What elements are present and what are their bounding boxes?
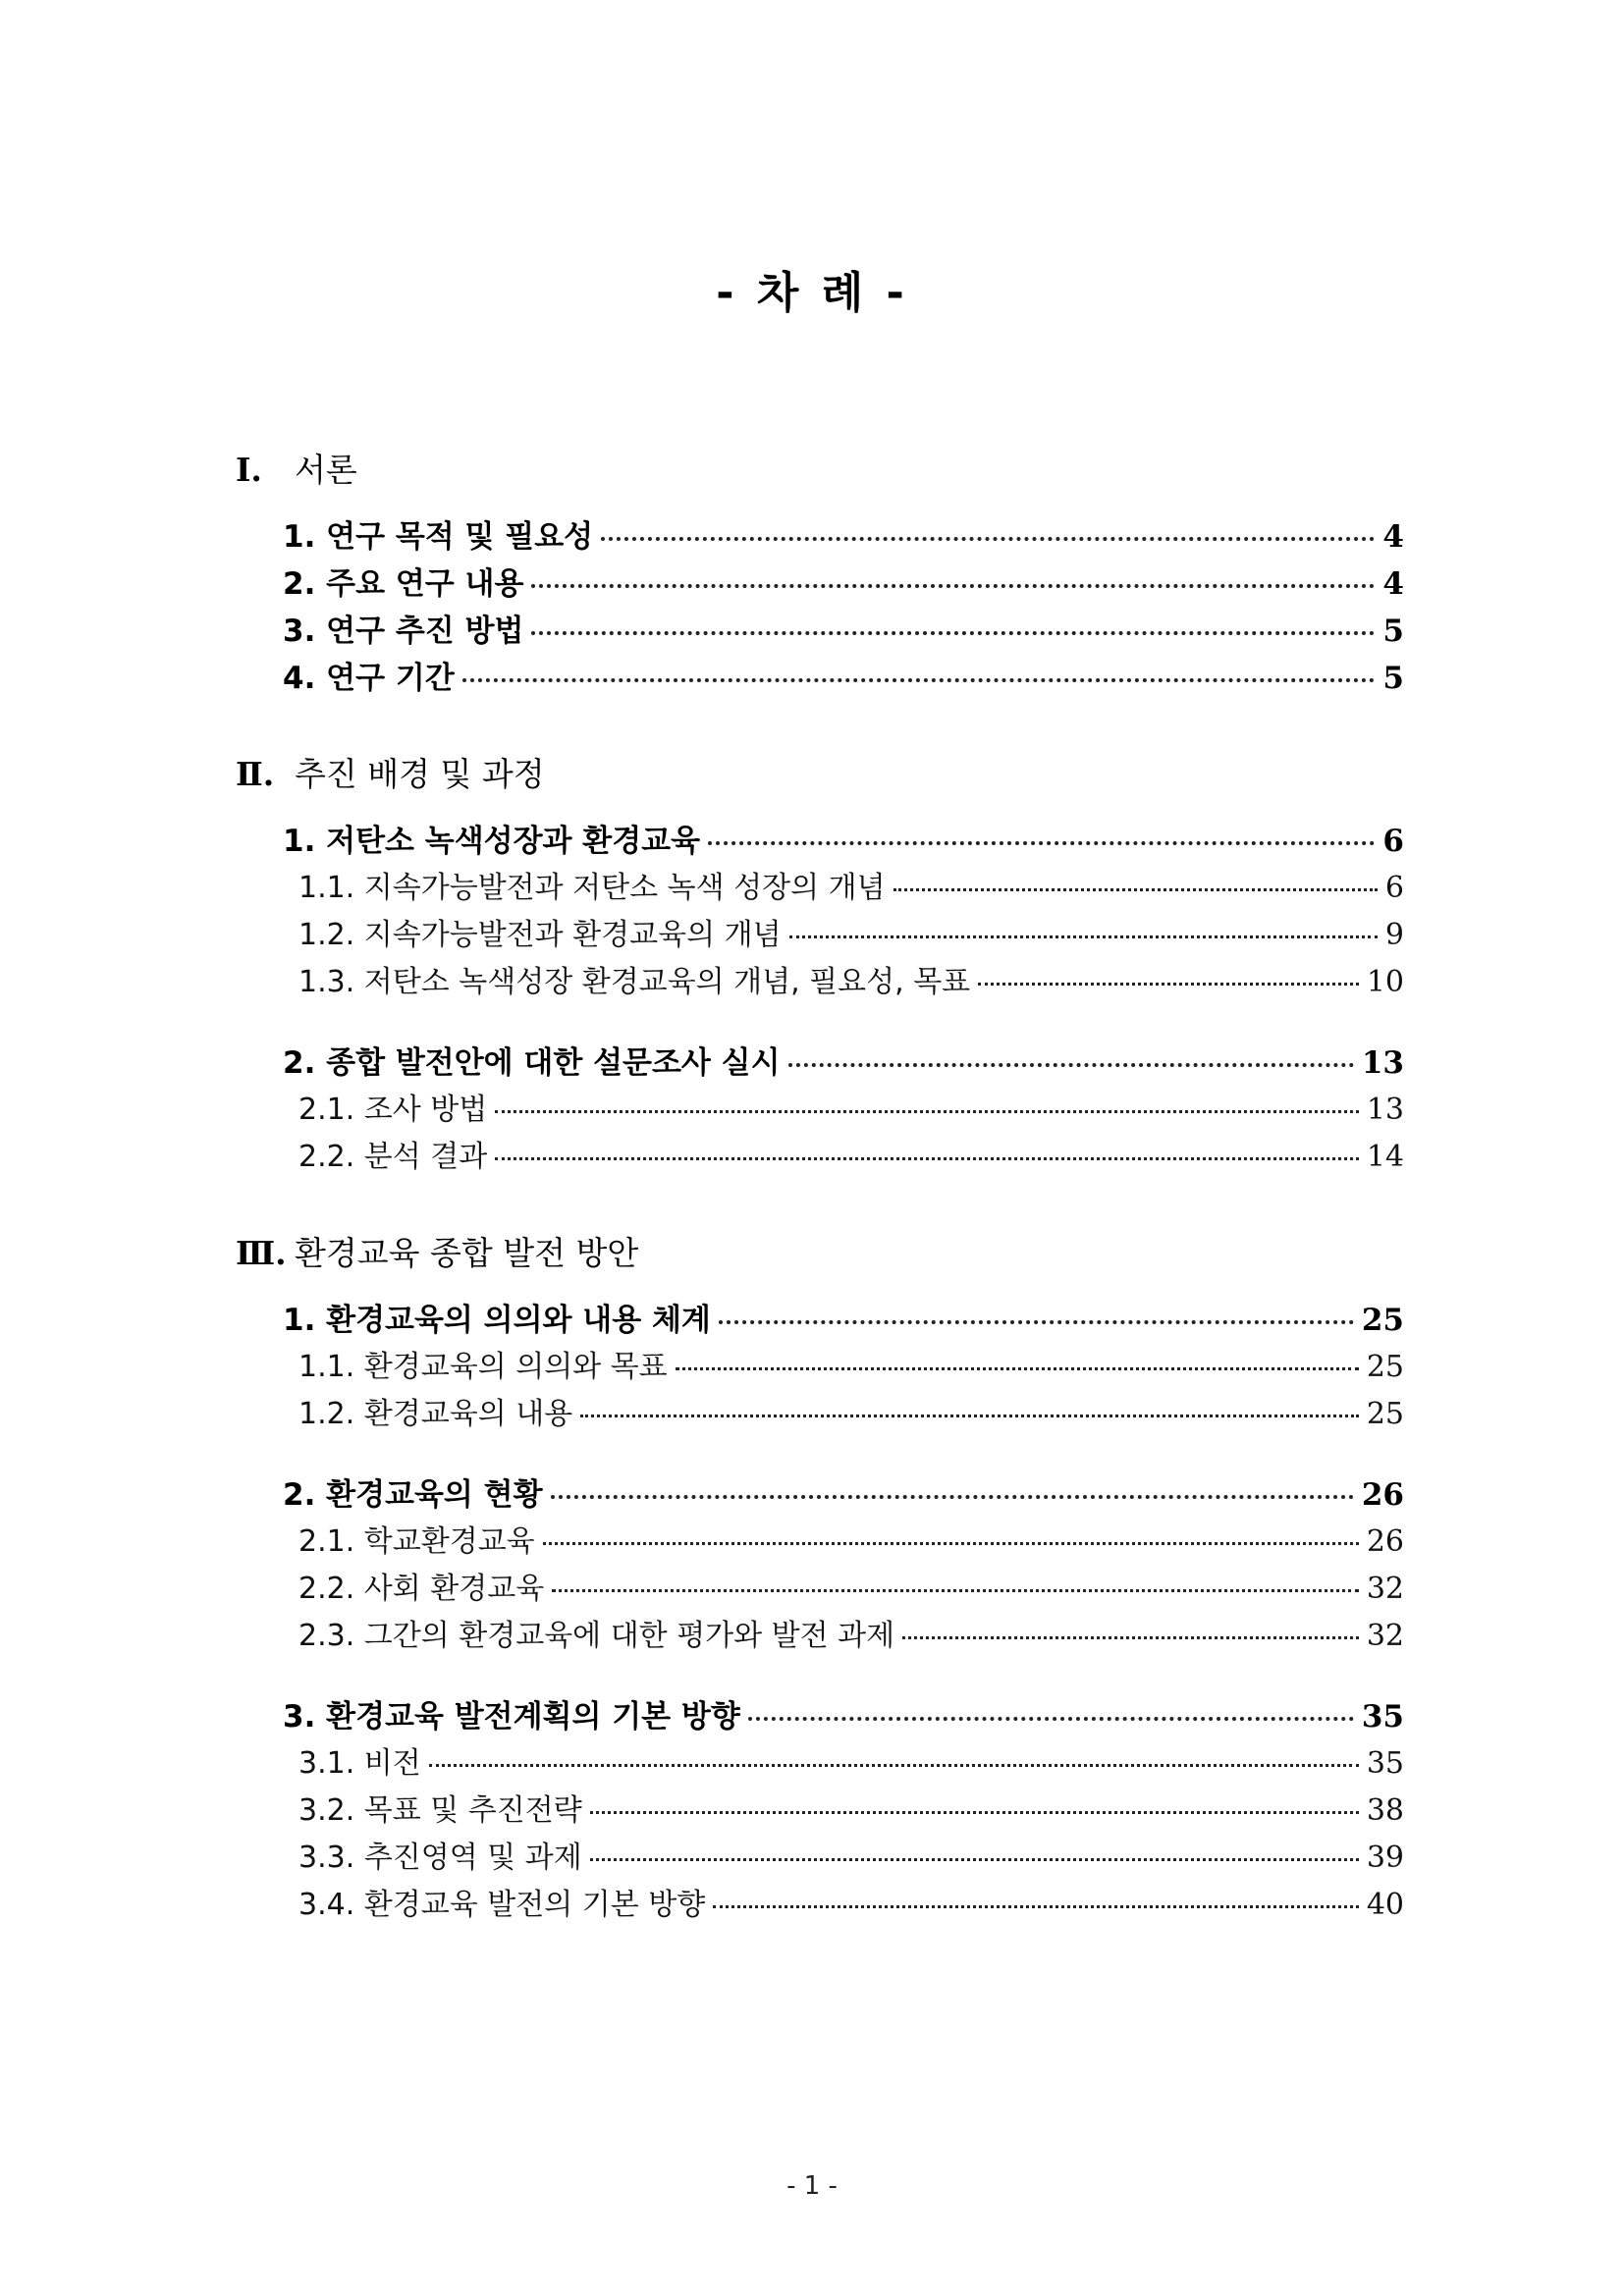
section-heading[interactable] [236,1230,1404,1277]
toc-entry-label: 3.3. 추진영역 및 과제 [298,1841,582,1875]
toc-group [236,1693,1404,1929]
toc-entry-main[interactable] [236,1040,1404,1087]
toc-entry-page: 38 [1366,1793,1404,1828]
toc-entry-page: 26 [1366,1524,1404,1559]
dot-leader [676,1367,1359,1370]
toc-entry-main[interactable] [236,655,1404,702]
toc-entry-page: 4 [1382,566,1404,602]
toc-entry-page: 25 [1366,1397,1404,1431]
toc-section [236,1230,1404,1929]
section-title: 환경교육 종합 발전 방안 [295,1234,639,1272]
dot-leader [708,841,1375,845]
section-title: 추진 배경 및 과정 [295,755,545,793]
toc-entry-page: 10 [1366,965,1404,999]
toc-entry-main[interactable] [236,513,1404,561]
toc-entry-page: 40 [1366,1888,1404,1922]
section-numeral: Ⅱ. [236,755,275,793]
toc-entry-sub[interactable] [236,865,1404,912]
toc-entry-sub[interactable] [236,959,1404,1006]
toc-entry-page: 13 [1361,1045,1404,1081]
toc-entry-page: 26 [1361,1477,1404,1513]
toc-entry-page: 4 [1382,519,1404,555]
toc-entry-label: 1.1. 환경교육의 의의와 목표 [298,1350,668,1384]
page-number: - 1 - [786,2171,838,2201]
toc-entry-page: 13 [1366,1093,1404,1127]
toc-group [236,1040,1404,1181]
toc-section [236,751,1404,1181]
toc-entry-label: 1.1. 지속가능발전과 저탄소 녹색 성장의 개념 [298,871,886,905]
toc-entry-main[interactable] [236,1693,1404,1740]
toc-entry-label: 1.2. 지속가능발전과 환경교육의 개념 [298,918,782,952]
toc-entry-page: 25 [1366,1350,1404,1384]
dot-leader [580,1415,1359,1417]
toc-entry-page: 6 [1382,824,1404,859]
dot-leader [978,983,1359,986]
dot-leader [495,1157,1359,1160]
toc-entry-page: 9 [1384,918,1404,952]
toc-entry-sub[interactable] [236,1613,1404,1660]
toc-group [236,513,1404,702]
toc-entry-label: 1. 연구 목적 및 필요성 [283,519,594,555]
dot-leader [531,631,1375,635]
toc-entry-label: 1. 환경교육의 의의와 내용 체계 [283,1303,711,1338]
dot-leader [713,1905,1359,1908]
section-heading[interactable] [236,447,1404,494]
section-numeral: Ⅰ. [236,451,262,489]
toc-entry-label: 3.4. 환경교육 발전의 기본 방향 [298,1888,706,1922]
dot-leader [462,678,1376,682]
toc-section [236,447,1404,702]
toc-entry-label: 2. 환경교육의 현황 [283,1477,543,1513]
toc-entry-page: 6 [1384,871,1404,905]
toc-entry-sub[interactable] [236,1391,1404,1438]
toc-entry-label: 2.2. 사회 환경교육 [298,1572,545,1606]
toc-group [236,818,1404,1006]
toc-entry-label: 1. 저탄소 녹색성장과 환경교육 [283,824,701,859]
page-title: - 차 례 - [716,268,908,318]
toc-group [236,1471,1404,1660]
toc-entry-sub[interactable] [236,1087,1404,1134]
toc-entry-label: 2.1. 학교환경교육 [298,1524,535,1559]
dot-leader [495,1110,1359,1113]
toc-entry-main[interactable] [236,1297,1404,1344]
toc-entry-sub[interactable] [236,1519,1404,1566]
toc-entry-label: 4. 연구 기간 [283,661,455,696]
toc-entry-main[interactable] [236,561,1404,608]
section-numeral: Ⅲ. [236,1234,287,1272]
toc-entry-page: 39 [1366,1841,1404,1875]
toc-entry-sub[interactable] [236,1740,1404,1788]
toc-entry-sub[interactable] [236,1134,1404,1181]
toc-entry-label: 2.2. 분석 결과 [298,1140,488,1174]
toc-entry-label: 2. 종합 발전안에 대한 설문조사 실시 [283,1045,781,1081]
toc-entry-page: 25 [1361,1303,1404,1338]
toc-entry-page: 5 [1382,661,1404,696]
toc-entry-sub[interactable] [236,1344,1404,1391]
toc-entry-label: 3.2. 목표 및 추진전략 [298,1793,582,1828]
toc-entry-sub[interactable] [236,1566,1404,1613]
toc-entry-page: 35 [1361,1699,1404,1735]
toc-entry-main[interactable] [236,818,1404,865]
toc-entry-label: 2. 주요 연구 내용 [283,566,524,602]
dot-leader [551,1495,1354,1499]
toc-entry-label: 1.2. 환경교육의 내용 [298,1397,573,1431]
toc-entry-main[interactable] [236,1471,1404,1519]
toc-entry-sub[interactable] [236,1835,1404,1882]
toc-entry-label: 1.3. 저탄소 녹색성장 환경교육의 개념, 필요성, 목표 [298,965,971,999]
dot-leader [789,935,1378,938]
toc-entry-page: 32 [1366,1572,1404,1606]
dot-leader [788,1063,1354,1067]
dot-leader [590,1858,1359,1861]
toc-entry-label: 3.1. 비전 [298,1746,421,1781]
dot-leader [601,537,1375,541]
dot-leader [719,1320,1354,1324]
toc-entry-main[interactable] [236,608,1404,655]
table-of-contents [236,447,1404,1978]
dot-leader [552,1589,1359,1592]
dot-leader [902,1636,1359,1639]
section-heading[interactable] [236,751,1404,798]
toc-entry-label: 2.1. 조사 방법 [298,1093,488,1127]
toc-entry-label: 3. 환경교육 발전계획의 기본 방향 [283,1699,740,1735]
dot-leader [590,1811,1359,1814]
toc-entry-label: 2.3. 그간의 환경교육에 대한 평가와 발전 과제 [298,1619,895,1653]
dot-leader [531,584,1375,588]
toc-entry-page: 32 [1366,1619,1404,1653]
toc-entry-sub[interactable] [236,1788,1404,1835]
dot-leader [429,1764,1359,1767]
toc-entry-sub[interactable] [236,912,1404,959]
toc-entry-page: 5 [1382,614,1404,649]
toc-group [236,1297,1404,1438]
toc-entry-page: 14 [1366,1140,1404,1174]
section-title: 서론 [295,451,357,489]
toc-entry-label: 3. 연구 추진 방법 [283,614,524,649]
dot-leader [543,1542,1359,1545]
toc-entry-sub[interactable] [236,1882,1404,1929]
dot-leader [748,1717,1354,1721]
toc-entry-page: 35 [1366,1746,1404,1781]
dot-leader [893,888,1378,891]
